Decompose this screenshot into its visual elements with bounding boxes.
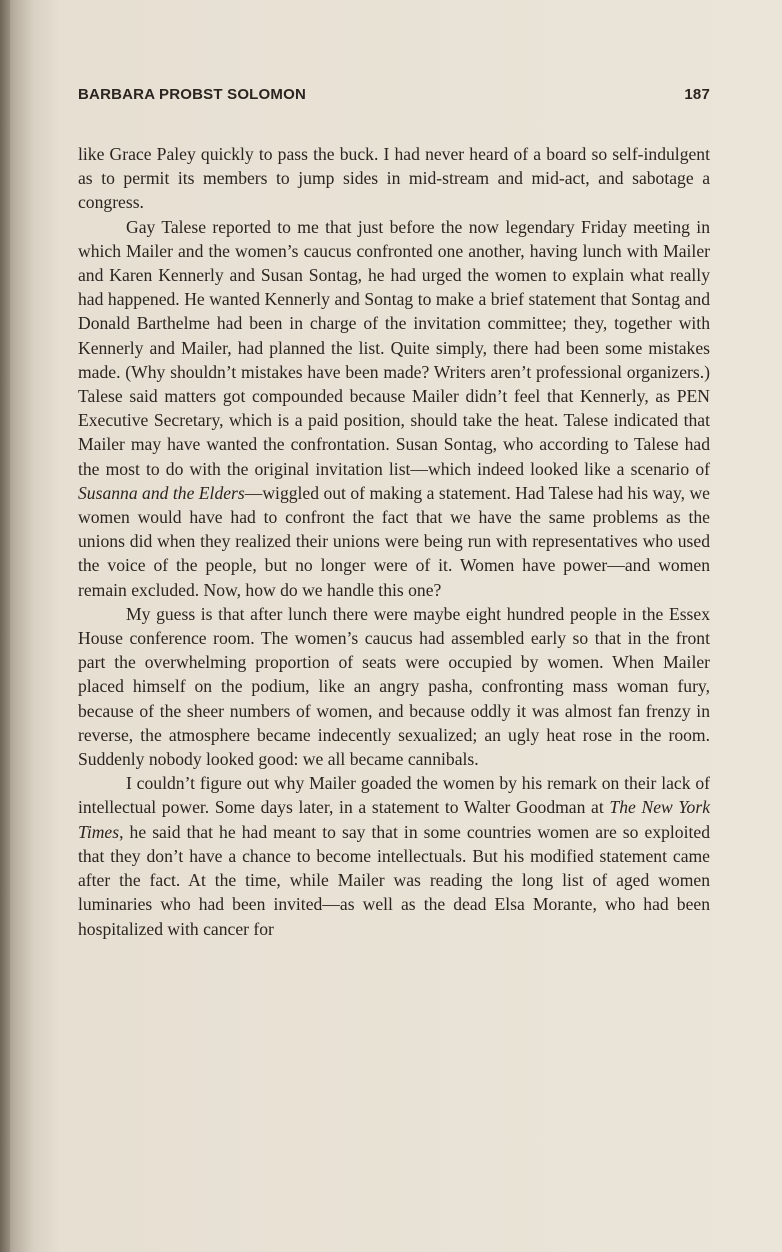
running-header — [78, 86, 710, 108]
paragraph-3-text: My guess is that after lunch there were maybe eight hundred people in the Essex House conference room. The women’s caucus had assembled early so that in the front part the overwhelming proportion of seats were occupied by women. When Mailer placed himself on the podium, like an angry pasha, confronting mass woman fury, because of the sheer numbers of women, and because oddly it was almost fan frenzy in reverse, the atmosphere became indecently sexualized; an ugly heat rose in the room. Suddenly nobody looked good: we all became cannibals. — [78, 603, 710, 770]
paragraph-3 — [78, 602, 710, 771]
paragraph-2-text-a: Gay Talese reported to me that just before the now legendary Friday meeting in which Mailer and the women’s caucus confronted one another, having lunch with Mailer and Karen Kennerly and Susan Sontag, he had urged the women to explain what really had happened. He wanted Kennerly and Sontag to make a brief statement that Sontag and Donald Barthelme had been in charge of the invitation committee; they, together with Kennerly and Mailer, had planned the list. Quite simply, there had been some mistakes made. (Why shouldn’t mistakes have been made? Writers aren’t professional organizers.) Talese said matters got compounded because Mailer didn’t feel that Kennerly, as PEN Executive Secretary, which is a paid position, should take the heat. Talese indicated that Mailer may have wanted the confrontation. Susan Sontag, who according to Talese had the most to do with the original invitation list—which indeed looked like a scenario of — [78, 216, 710, 479]
book-spine-shadow — [0, 0, 10, 1252]
paragraph-4-text-b: , he said that he had meant to say that in some countries women are so exploited that they don’t have a chance to become intellectuals. But his modified statement came after the fact. At the time, while Mailer was reading the long list of aged women luminaries who had been invited—as well as the dead Elsa Morante, who had been hospitalized with cancer for — [78, 821, 710, 939]
body-text — [78, 142, 710, 941]
running-head-author: BARBARA PROBST SOLOMON — [78, 86, 307, 103]
paragraph-2 — [78, 215, 710, 602]
paragraph-1 — [78, 142, 710, 215]
italic-title-susanna: Susanna and the Elders — [78, 482, 245, 503]
paragraph-4-text-a: I couldn’t figure out why Mailer goaded the women by his remark on their lack of intellectual power. Some days later, in a statement to Walter Goodman at — [78, 773, 710, 818]
paragraph-4 — [78, 771, 710, 940]
page-number: 187 — [684, 86, 710, 103]
italic-title-nyt: The New York Times — [78, 797, 711, 842]
paragraph-2-text-b: —wiggled out of making a statement. Had Talese had his way, we women would have had to confront the fact that we have the same problems as the unions did when they realized their unions were being run with representatives who used the voice of the people, but no longer were of it. Women have power—and women remain excluded. Now, how do we handle this one? — [78, 482, 710, 600]
paragraph-1-text: like Grace Paley quickly to pass the buck. I had never heard of a board so self-indulgent as to permit its members to jump sides in mid-stream and mid-act, and sabotage a congress. — [78, 144, 710, 213]
